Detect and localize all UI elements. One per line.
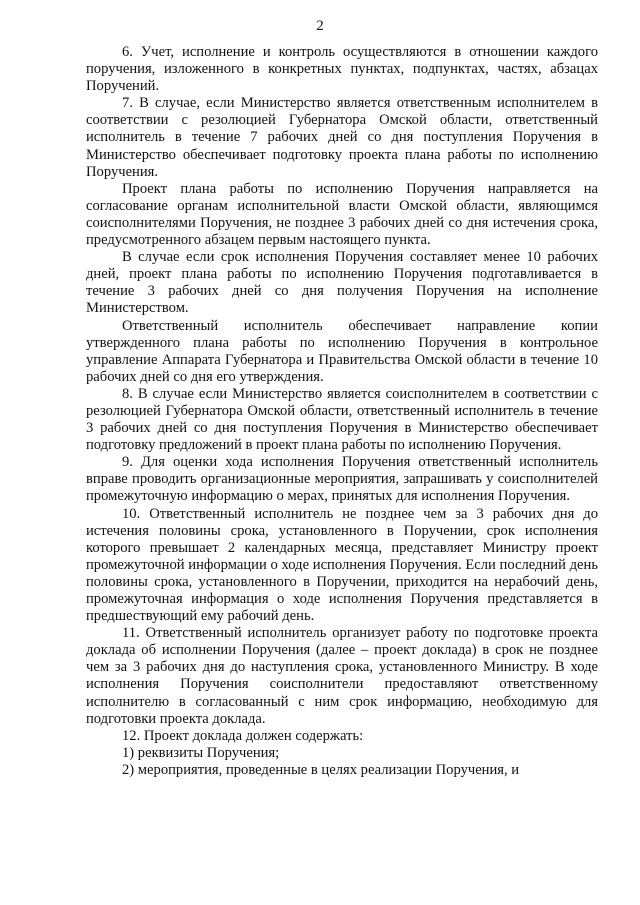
paragraph-9: 9. Для оценки хода исполнения Поручения ответственный исполнитель вправе проводить организационные мероприятия, запрашивать у соисполнителей промежуточную информацию о мерах, принятых для исполнения Поручения. <box>86 454 598 505</box>
paragraph-12: 12. Проект доклада должен содержать: <box>122 727 364 744</box>
paragraph-11: 11. Ответственный исполнитель организует работу по подготовке проекта доклада об исполнении Поручения (далее – проект доклада) в срок не позднее чем за 3 рабочих дня до наступления срока, установленного Министру. В ходе исполнения Поручения соисполнители предоставляют ответственному исполнителю в согласованный с ним срок информацию, необходимую для подготовки проекта доклада. <box>86 625 598 727</box>
list-item-1: 1) реквизиты Поручения; <box>122 744 280 761</box>
paragraph-10: 10. Ответственный исполнитель не позднее чем за 3 рабочих дня до истечения половины срока, установленного в Поручении, срок исполнения которого превышает 2 календарных месяца, представляет Министру проект промежуточной информации о ходе исполнения Поручения. Если последний день половины срока, установленного в Поручении, приходится на нерабочий день, промежуточная информация о ходе исполнения Поручения представляется в предшествующий ему рабочий день. <box>86 505 598 625</box>
paragraph-7-short-term: В случае если срок исполнения Поручения составляет менее 10 рабочих дней, проект плана работы по исполнению Поручения подготавливается в течение 3 рабочих дней со дня получения Поручения на исполнение Министерством. <box>86 249 598 317</box>
paragraph-7-copy-submission: Ответственный исполнитель обеспечивает направление копии утвержденного плана работы по исполнению Поручения в контрольное управление Аппарата Губернатора и Правительства Омской области в течение 10 рабочих дней со дня его утверждения. <box>86 317 598 385</box>
paragraph-7: 7. В случае, если Министерство является ответственным исполнителем в соответствии с резолюцией Губернатора Омской области, ответственный исполнитель в течение 7 рабочих дней со дня поступления Поручения в Министерство обеспечивает подготовку проекта плана работы по исполнению Поручения. <box>86 95 598 180</box>
page-number: 2 <box>316 18 324 34</box>
document-body <box>86 44 598 779</box>
paragraph-7-plan-approval: Проект плана работы по исполнению Поручения направляется на согласование органам исполнительной власти Омской области, являющимся соисполнителями Поручения, не позднее 3 рабочих дней со дня истечения срока, предусмотренного абзацем первым настоящего пункта. <box>86 180 598 249</box>
list-item-2: 2) мероприятия, проведенные в целях реализации Поручения, и <box>122 761 520 778</box>
paragraph-8: 8. В случае если Министерство является соисполнителем в соответствии с резолюцией Губернатора Омской области, ответственный исполнитель в течение 3 рабочих дней со дня поступления Поручения в Министерство обеспечивает подготовку предложений в проект плана работы по исполнению Поручения. <box>86 385 598 454</box>
paragraph-6: 6. Учет, исполнение и контроль осуществляются в отношении каждого поручения, изложенного в конкретных пунктах, подпунктах, частях, абзацах Поручений. <box>86 44 598 95</box>
